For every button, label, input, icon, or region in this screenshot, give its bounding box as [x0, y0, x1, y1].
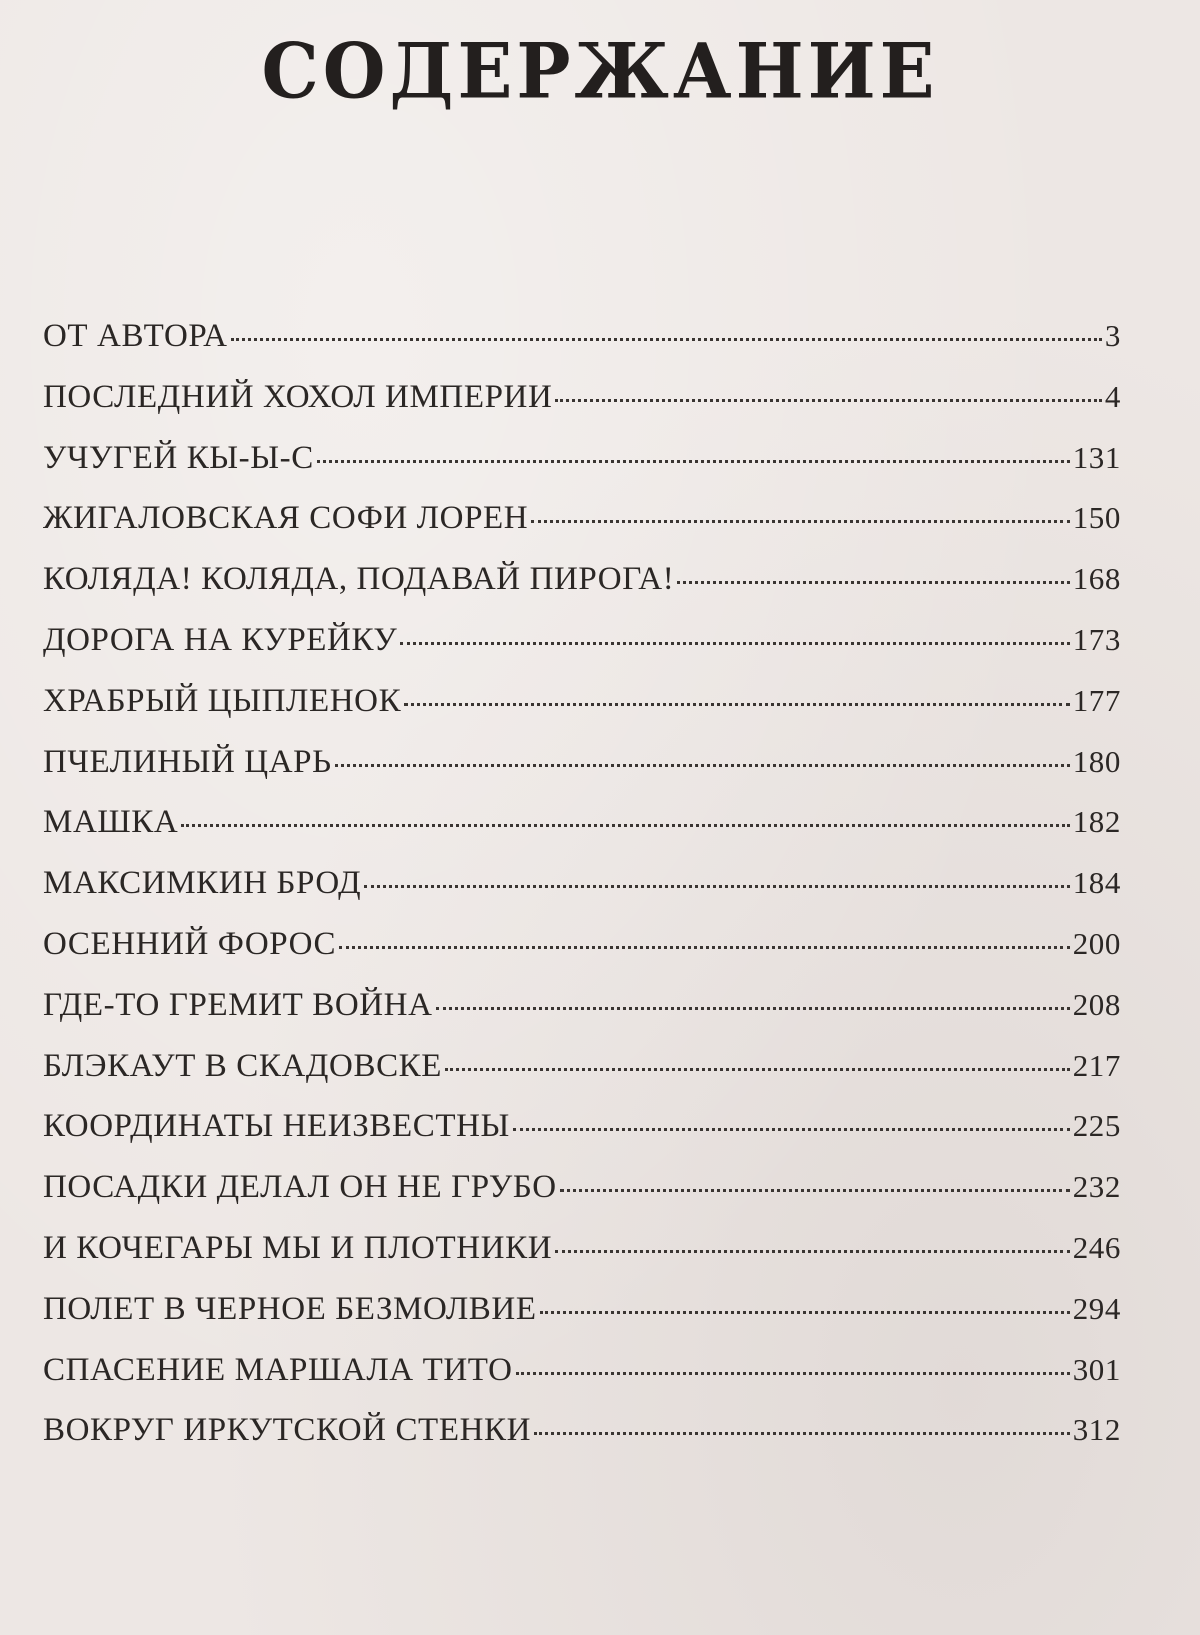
- table-of-contents: [43, 318, 1121, 1473]
- dot-leader: [540, 1310, 1070, 1314]
- toc-entry-title: ВОКРУГ ИРКУТСКОЙ СТЕНКИ: [43, 1412, 532, 1449]
- toc-entry-page: 225: [1072, 1108, 1121, 1144]
- toc-entry-page: 208: [1072, 986, 1121, 1022]
- toc-entry: [43, 865, 1121, 926]
- toc-entry-title: ДОРОГА НА КУРЕЙКУ: [43, 621, 398, 658]
- dot-leader: [364, 884, 1069, 888]
- toc-entry-page: 301: [1072, 1351, 1121, 1387]
- toc-entry-page: 182: [1072, 804, 1121, 840]
- toc-entry-title: МАКСИМКИН БРОД: [43, 865, 362, 902]
- toc-entry-title: ОТ АВТОРА: [43, 318, 228, 354]
- toc-entry-page: 246: [1072, 1229, 1121, 1265]
- toc-entry-page: 177: [1072, 682, 1121, 718]
- dot-leader: [400, 641, 1069, 645]
- toc-entry: [43, 744, 1121, 805]
- toc-entry: [43, 318, 1121, 379]
- toc-entry-title: ХРАБРЫЙ ЦЫПЛЕНОК: [43, 682, 402, 719]
- toc-entry-title: СПАСЕНИЕ МАРШАЛА ТИТО: [43, 1351, 513, 1388]
- toc-entry: [43, 500, 1121, 561]
- toc-entry-title: УЧУГЕЙ КЫ-Ы-С: [43, 439, 314, 476]
- dot-leader: [445, 1067, 1070, 1071]
- dot-leader: [513, 1127, 1070, 1131]
- toc-entry: [43, 379, 1121, 440]
- toc-entry: [43, 926, 1121, 987]
- toc-entry-title: БЛЭКАУТ В СКАДОВСКЕ: [43, 1047, 443, 1084]
- toc-entry-page: 200: [1072, 925, 1121, 961]
- dot-leader: [531, 519, 1069, 523]
- toc-entry-page: 168: [1072, 561, 1121, 597]
- dot-leader: [335, 763, 1070, 767]
- toc-entry-page: 217: [1072, 1047, 1121, 1083]
- dot-leader: [339, 945, 1070, 949]
- toc-entry-title: ПОЛЕТ В ЧЕРНОЕ БЕЗМОЛВИЕ: [43, 1290, 537, 1327]
- toc-entry: [43, 1048, 1121, 1109]
- dot-leader: [555, 1249, 1070, 1253]
- toc-entry: [43, 561, 1121, 622]
- toc-entry-page: 150: [1072, 500, 1121, 536]
- toc-entry: [43, 804, 1121, 865]
- toc-entry-title: КООРДИНАТЫ НЕИЗВЕСТНЫ: [43, 1108, 510, 1145]
- toc-entry-page: 3: [1104, 318, 1121, 353]
- dot-leader: [555, 398, 1101, 402]
- toc-entry: [43, 987, 1121, 1048]
- toc-entry: [43, 1291, 1121, 1352]
- dot-leader: [436, 1006, 1070, 1010]
- toc-entry: [43, 1230, 1121, 1291]
- toc-entry-title: ГДЕ-ТО ГРЕМИТ ВОЙНА: [43, 986, 433, 1023]
- toc-entry-title: ЖИГАЛОВСКАЯ СОФИ ЛОРЕН: [43, 500, 529, 537]
- toc-entry: [43, 440, 1121, 501]
- toc-entry-page: 312: [1072, 1412, 1121, 1448]
- toc-entry: [43, 1108, 1121, 1169]
- dot-leader: [231, 337, 1102, 341]
- toc-entry-title: ОСЕННИЙ ФОРОС: [43, 925, 337, 962]
- toc-entry-page: 131: [1072, 439, 1121, 475]
- toc-entry: [43, 622, 1121, 683]
- toc-entry-page: 4: [1104, 378, 1121, 414]
- toc-entry-title: КОЛЯДА! КОЛЯДА, ПОДАВАЙ ПИРОГА!: [43, 561, 675, 598]
- toc-entry-page: 294: [1072, 1290, 1121, 1326]
- dot-leader: [534, 1431, 1070, 1435]
- page-title: СОДЕРЖАНИЕ: [261, 25, 939, 116]
- toc-entry-title: И КОЧЕГАРЫ МЫ И ПЛОТНИКИ: [43, 1229, 553, 1266]
- toc-entry-title: ПОСАДКИ ДЕЛАЛ ОН НЕ ГРУБО: [43, 1169, 557, 1206]
- toc-entry-title: ПЧЕЛИНЫЙ ЦАРЬ: [43, 743, 332, 780]
- toc-entry: [43, 1412, 1121, 1473]
- dot-leader: [677, 580, 1069, 584]
- dot-leader: [404, 702, 1069, 706]
- toc-entry: [43, 1352, 1121, 1413]
- dot-leader: [560, 1188, 1070, 1192]
- dot-leader: [516, 1371, 1070, 1375]
- toc-entry: [43, 683, 1121, 744]
- toc-entry-title: ПОСЛЕДНИЙ ХОХОЛ ИМПЕРИИ: [43, 378, 553, 415]
- toc-entry-page: 180: [1072, 743, 1121, 779]
- dot-leader: [181, 823, 1069, 827]
- dot-leader: [317, 459, 1070, 463]
- toc-entry: [43, 1169, 1121, 1230]
- toc-entry-page: 184: [1072, 865, 1121, 901]
- toc-entry-title: МАШКА: [43, 804, 179, 841]
- toc-entry-page: 232: [1072, 1169, 1121, 1205]
- toc-entry-page: 173: [1072, 621, 1121, 657]
